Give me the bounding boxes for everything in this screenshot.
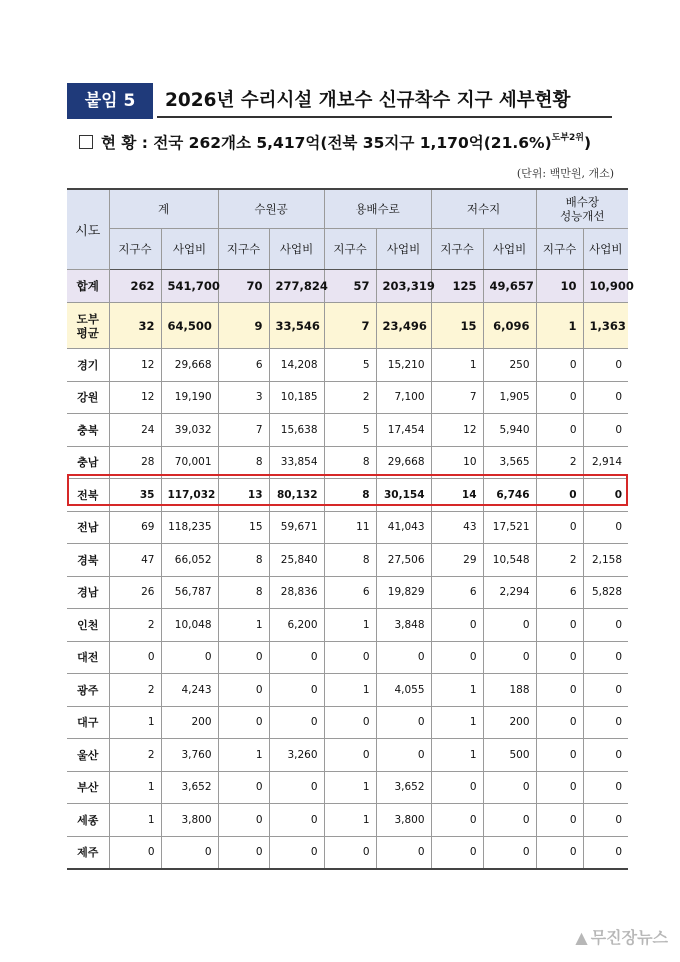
cell-cost: 0 [269, 836, 324, 869]
cell-cost: 2,158 [583, 544, 628, 577]
cell-count: 1 [431, 739, 483, 772]
cell-count: 26 [109, 576, 161, 609]
cell-cost: 39,032 [161, 414, 218, 447]
cell-count: 0 [218, 804, 269, 837]
cell-cost: 0 [161, 836, 218, 869]
cell-cost: 0 [583, 771, 628, 804]
cell-cost: 0 [583, 414, 628, 447]
watermark [575, 925, 668, 948]
cell-count: 0 [324, 836, 376, 869]
row-region: 세종 [67, 804, 109, 837]
cell-cost: 5,940 [483, 414, 536, 447]
cell-count: 8 [324, 544, 376, 577]
cell-cost: 6,200 [269, 609, 324, 642]
mountain-logo-icon: ▲ [575, 928, 588, 947]
row-region: 대구 [67, 706, 109, 739]
cell-cost: 17,521 [483, 511, 536, 544]
cell-cost: 0 [583, 609, 628, 642]
cell-count: 47 [109, 544, 161, 577]
col-group-canal: 용배수로 [324, 189, 431, 229]
cell-cost: 6,096 [483, 303, 536, 349]
cell-cost: 3,760 [161, 739, 218, 772]
cell-cost: 200 [161, 706, 218, 739]
cell-cost: 117,032 [161, 479, 218, 512]
cell-cost: 59,671 [269, 511, 324, 544]
cell-count: 0 [431, 609, 483, 642]
cell-count: 8 [324, 446, 376, 479]
table-row [67, 303, 628, 349]
cell-cost: 5,828 [583, 576, 628, 609]
cell-count: 0 [536, 349, 583, 382]
cell-count: 2 [109, 674, 161, 707]
cell-count: 8 [218, 544, 269, 577]
cell-count: 0 [218, 641, 269, 674]
cell-cost: 277,824 [269, 270, 324, 303]
cell-count: 0 [536, 641, 583, 674]
cell-count: 14 [431, 479, 483, 512]
table-row [67, 381, 628, 414]
cell-cost: 1,905 [483, 381, 536, 414]
cell-cost: 15,638 [269, 414, 324, 447]
status-rank-note: 도부2위 [551, 133, 585, 143]
cell-cost: 541,700 [161, 270, 218, 303]
col-cost-header: 사업비 [583, 229, 628, 270]
page-title: 2026년 수리시설 개보수 신규착수 지구 세부현황 [165, 90, 571, 111]
cell-cost: 0 [376, 836, 431, 869]
cell-cost: 23,496 [376, 303, 431, 349]
cell-cost: 19,190 [161, 381, 218, 414]
cell-count: 1 [324, 804, 376, 837]
cell-count: 1 [218, 739, 269, 772]
row-region: 인천 [67, 609, 109, 642]
cell-cost: 0 [483, 641, 536, 674]
cell-cost: 0 [269, 771, 324, 804]
cell-cost: 500 [483, 739, 536, 772]
cell-cost: 30,154 [376, 479, 431, 512]
col-cost-header: 사업비 [376, 229, 431, 270]
cell-count: 0 [536, 771, 583, 804]
attachment-badge: 붙임 5 [67, 83, 153, 119]
cell-cost: 0 [161, 641, 218, 674]
table-row [67, 804, 628, 837]
cell-count: 1 [109, 771, 161, 804]
row-region: 경기 [67, 349, 109, 382]
row-region: 경남 [67, 576, 109, 609]
row-region: 부산 [67, 771, 109, 804]
cell-count: 2 [536, 544, 583, 577]
status-close: ) [584, 134, 592, 152]
cell-count: 7 [218, 414, 269, 447]
cell-count: 1 [324, 771, 376, 804]
cell-cost: 3,848 [376, 609, 431, 642]
cell-count: 0 [536, 674, 583, 707]
table-row [67, 706, 628, 739]
cell-cost: 188 [483, 674, 536, 707]
cell-count: 24 [109, 414, 161, 447]
row-region: 경북 [67, 544, 109, 577]
cell-count: 0 [431, 641, 483, 674]
cell-cost: 33,546 [269, 303, 324, 349]
cell-count: 7 [431, 381, 483, 414]
cell-count: 1 [431, 674, 483, 707]
cell-count: 1 [431, 349, 483, 382]
row-region: 광주 [67, 674, 109, 707]
row-region: 제주 [67, 836, 109, 869]
cell-cost: 0 [583, 511, 628, 544]
cell-count: 13 [218, 479, 269, 512]
cell-cost: 200 [483, 706, 536, 739]
cell-count: 0 [218, 706, 269, 739]
col-count-header: 지구수 [109, 229, 161, 270]
cell-count: 12 [431, 414, 483, 447]
cell-cost: 0 [583, 836, 628, 869]
row-region: 울산 [67, 739, 109, 772]
title-header [67, 83, 612, 119]
cell-count: 1 [324, 674, 376, 707]
cell-cost: 0 [269, 804, 324, 837]
cell-count: 0 [536, 381, 583, 414]
col-group-water-source: 수원공 [218, 189, 324, 229]
cell-cost: 10,900 [583, 270, 628, 303]
cell-cost: 29,668 [161, 349, 218, 382]
row-region: 전남 [67, 511, 109, 544]
cell-cost: 0 [583, 381, 628, 414]
table-row [67, 511, 628, 544]
cell-count: 6 [536, 576, 583, 609]
cell-cost: 0 [376, 641, 431, 674]
cell-count: 15 [218, 511, 269, 544]
cell-cost: 10,185 [269, 381, 324, 414]
cell-cost: 0 [269, 706, 324, 739]
cell-cost: 64,500 [161, 303, 218, 349]
cell-cost: 6,746 [483, 479, 536, 512]
cell-cost: 10,548 [483, 544, 536, 577]
cell-count: 0 [536, 739, 583, 772]
col-region-header: 시도 [67, 189, 109, 270]
cell-count: 5 [324, 349, 376, 382]
cell-count: 8 [218, 576, 269, 609]
row-region: 대전 [67, 641, 109, 674]
cell-cost: 49,657 [483, 270, 536, 303]
cell-count: 43 [431, 511, 483, 544]
cell-count: 5 [324, 414, 376, 447]
cell-count: 0 [324, 706, 376, 739]
cell-count: 6 [324, 576, 376, 609]
status-text: 현 황 : 전국 262개소 5,417억(전북 35지구 1,170억(21.6%) [101, 134, 552, 152]
cell-count: 6 [431, 576, 483, 609]
cell-count: 9 [218, 303, 269, 349]
status-line [79, 130, 591, 153]
cell-cost: 14,208 [269, 349, 324, 382]
row-region: 충남 [67, 446, 109, 479]
col-count-header: 지구수 [431, 229, 483, 270]
cell-count: 69 [109, 511, 161, 544]
col-count-header: 지구수 [324, 229, 376, 270]
table-row [67, 479, 628, 512]
cell-count: 29 [431, 544, 483, 577]
cell-cost: 3,260 [269, 739, 324, 772]
cell-cost: 0 [483, 771, 536, 804]
cell-cost: 250 [483, 349, 536, 382]
row-region: 강원 [67, 381, 109, 414]
cell-count: 2 [109, 739, 161, 772]
cell-cost: 4,055 [376, 674, 431, 707]
table-row [67, 576, 628, 609]
col-group-reservoir: 저수지 [431, 189, 536, 229]
row-region: 합계 [67, 270, 109, 303]
cell-count: 0 [324, 641, 376, 674]
cell-count: 1 [431, 706, 483, 739]
cell-cost: 41,043 [376, 511, 431, 544]
cell-count: 0 [536, 414, 583, 447]
cell-count: 1 [109, 804, 161, 837]
cell-count: 2 [324, 381, 376, 414]
cell-count: 10 [536, 270, 583, 303]
cell-cost: 25,840 [269, 544, 324, 577]
table-row [67, 446, 628, 479]
col-count-header: 지구수 [218, 229, 269, 270]
cell-count: 12 [109, 381, 161, 414]
table-row [67, 414, 628, 447]
cell-cost: 203,319 [376, 270, 431, 303]
title-underline [157, 116, 612, 118]
col-cost-header: 사업비 [269, 229, 324, 270]
cell-count: 0 [431, 836, 483, 869]
table-row [67, 609, 628, 642]
cell-cost: 0 [483, 609, 536, 642]
cell-cost: 0 [269, 674, 324, 707]
cell-cost: 33,854 [269, 446, 324, 479]
cell-count: 35 [109, 479, 161, 512]
cell-cost: 0 [269, 641, 324, 674]
cell-cost: 0 [583, 706, 628, 739]
cell-count: 0 [218, 771, 269, 804]
cell-cost: 0 [483, 836, 536, 869]
detail-table [67, 188, 634, 870]
cell-count: 8 [218, 446, 269, 479]
checkbox-square-icon [79, 135, 93, 149]
cell-count: 0 [536, 706, 583, 739]
unit-note: (단위: 백만원, 개소) [516, 167, 614, 180]
cell-count: 70 [218, 270, 269, 303]
cell-count: 12 [109, 349, 161, 382]
cell-count: 0 [536, 804, 583, 837]
cell-cost: 2,914 [583, 446, 628, 479]
cell-count: 0 [431, 771, 483, 804]
table-row [67, 641, 628, 674]
cell-count: 8 [324, 479, 376, 512]
cell-cost: 28,836 [269, 576, 324, 609]
cell-count: 7 [324, 303, 376, 349]
table-row [67, 739, 628, 772]
cell-count: 15 [431, 303, 483, 349]
cell-count: 3 [218, 381, 269, 414]
cell-cost: 0 [583, 739, 628, 772]
cell-cost: 1,363 [583, 303, 628, 349]
row-region: 도부 평균 [67, 303, 109, 349]
cell-count: 0 [536, 609, 583, 642]
col-count-header: 지구수 [536, 229, 583, 270]
cell-count: 57 [324, 270, 376, 303]
cell-count: 1 [218, 609, 269, 642]
cell-cost: 17,454 [376, 414, 431, 447]
cell-cost: 0 [583, 674, 628, 707]
table-row [67, 836, 628, 869]
row-region: 전북 [67, 479, 109, 512]
cell-count: 0 [218, 674, 269, 707]
col-group-pump-station: 배수장 성능개선 [536, 189, 628, 229]
table-row [67, 674, 628, 707]
cell-count: 262 [109, 270, 161, 303]
cell-count: 0 [536, 511, 583, 544]
cell-cost: 29,668 [376, 446, 431, 479]
cell-cost: 80,132 [269, 479, 324, 512]
cell-cost: 70,001 [161, 446, 218, 479]
cell-count: 6 [218, 349, 269, 382]
cell-count: 10 [431, 446, 483, 479]
cell-count: 11 [324, 511, 376, 544]
cell-cost: 7,100 [376, 381, 431, 414]
cell-cost: 56,787 [161, 576, 218, 609]
cell-cost: 4,243 [161, 674, 218, 707]
cell-count: 0 [109, 836, 161, 869]
cell-cost: 0 [583, 349, 628, 382]
cell-cost: 0 [583, 804, 628, 837]
cell-cost: 27,506 [376, 544, 431, 577]
cell-count: 28 [109, 446, 161, 479]
cell-cost: 15,210 [376, 349, 431, 382]
table-row [67, 349, 628, 382]
cell-cost: 0 [583, 641, 628, 674]
cell-cost: 118,235 [161, 511, 218, 544]
cell-cost: 19,829 [376, 576, 431, 609]
cell-count: 1 [536, 303, 583, 349]
table-row [67, 771, 628, 804]
col-cost-header: 사업비 [483, 229, 536, 270]
cell-count: 0 [324, 739, 376, 772]
cell-count: 32 [109, 303, 161, 349]
cell-cost: 10,048 [161, 609, 218, 642]
cell-count: 125 [431, 270, 483, 303]
cell-count: 2 [109, 609, 161, 642]
cell-cost: 0 [583, 479, 628, 512]
cell-cost: 0 [483, 804, 536, 837]
row-region: 충북 [67, 414, 109, 447]
cell-cost: 0 [376, 739, 431, 772]
cell-cost: 3,565 [483, 446, 536, 479]
cell-cost: 3,800 [161, 804, 218, 837]
col-group-total: 계 [109, 189, 218, 229]
cell-count: 0 [218, 836, 269, 869]
cell-count: 0 [536, 479, 583, 512]
table-row [67, 270, 628, 303]
cell-count: 0 [109, 641, 161, 674]
col-cost-header: 사업비 [161, 229, 218, 270]
cell-count: 1 [324, 609, 376, 642]
cell-cost: 2,294 [483, 576, 536, 609]
cell-cost: 3,800 [376, 804, 431, 837]
cell-count: 0 [536, 836, 583, 869]
cell-cost: 3,652 [161, 771, 218, 804]
cell-count: 0 [431, 804, 483, 837]
cell-count: 2 [536, 446, 583, 479]
watermark-text: 무진장뉴스 [590, 928, 668, 947]
cell-cost: 3,652 [376, 771, 431, 804]
table-row [67, 544, 628, 577]
cell-cost: 66,052 [161, 544, 218, 577]
cell-count: 1 [109, 706, 161, 739]
cell-cost: 0 [376, 706, 431, 739]
